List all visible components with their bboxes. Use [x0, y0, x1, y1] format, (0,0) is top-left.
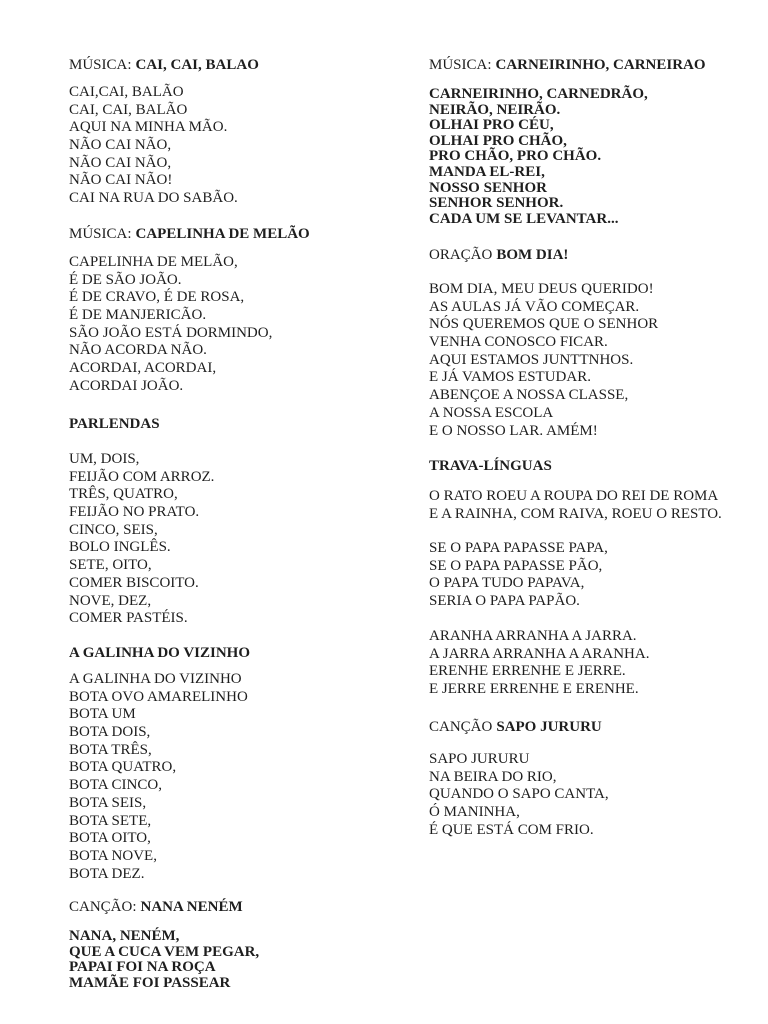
section-heading-parlendas	[69, 415, 160, 433]
lyric-line: UM, DOIS,	[69, 451, 140, 467]
lyric-line: AS AULAS JÁ VÃO COMEÇAR.	[429, 298, 640, 315]
lyric-line: ACORDAI, ACORDAI,	[69, 360, 217, 377]
section-heading-bom-dia	[429, 246, 568, 264]
lyric-line: QUE A CUCA VEM PEGAR,	[69, 943, 260, 960]
lyric-line: CARNEIRINHO, CARNEDRÃO,	[429, 86, 648, 102]
lyric-line: MANDA EL-REI,	[429, 163, 545, 180]
lyric-line: MAMÃE FOI PASSEAR	[69, 974, 231, 991]
lyric-line: NANA, NENÉM,	[69, 928, 180, 944]
lyric-line: NÓS QUEREMOS QUE O SENHOR	[429, 316, 659, 333]
section-heading-galinha	[69, 644, 250, 662]
lyric-line: FEIJÃO COM ARROZ.	[69, 468, 215, 485]
lyrics-capelinha	[69, 254, 272, 396]
lyric-line: CADA UM SE LEVANTAR...	[429, 210, 619, 227]
lyric-line: NÃO CAI NÃO!	[69, 172, 173, 189]
lyrics-cai-cai-balao	[69, 84, 238, 208]
lyric-line: CAI, CAI, BALÃO	[69, 101, 188, 118]
lyric-line: CAPELINHA DE MELÃO,	[69, 254, 238, 270]
lyric-line: SETE, OITO,	[69, 557, 152, 574]
stanza-papa	[429, 540, 608, 611]
lyric-line: OLHAI PRO CÉU,	[429, 117, 554, 134]
lyric-line: NÃO CAI NÃO,	[69, 137, 172, 154]
lyrics-galinha	[69, 671, 248, 883]
lyric-line: A GALINHA DO VIZINHO	[69, 671, 242, 687]
lyric-line: E A RAINHA, COM RAIVA, ROEU O RESTO.	[429, 505, 722, 522]
lyric-line: E O NOSSO LAR. AMÉM!	[429, 422, 598, 439]
lyric-line: SERIA O PAPA PAPÃO.	[429, 593, 580, 610]
lyric-line: ABENÇOE A NOSSA CLASSE,	[429, 387, 629, 404]
section-heading-sapo-jururu	[429, 718, 602, 736]
lyric-line: O PAPA TUDO PAPAVA,	[429, 575, 585, 592]
lyric-line: ERENHE ERRENHE E JERRE.	[429, 663, 626, 680]
lyric-line: E JERRE ERRENHE E ERENHE.	[429, 681, 639, 698]
heading-title: BOM DIA!	[496, 247, 569, 263]
lyrics-sapo-jururu	[429, 751, 609, 839]
lyric-line: FEIJÃO NO PRATO.	[69, 504, 200, 521]
lyric-line: AQUI NA MINHA MÃO.	[69, 119, 228, 136]
lyric-line: NOSSO SENHOR	[429, 179, 547, 196]
heading-title: NANA NENÉM	[140, 899, 243, 915]
lyric-line: BOM DIA, MEU DEUS QUERIDO!	[429, 281, 654, 297]
lyric-line: OLHAI PRO CHÃO,	[429, 132, 567, 149]
heading-title: CAI, CAI, BALAO	[135, 57, 259, 73]
lyric-line: BOTA TRÊS,	[69, 741, 152, 758]
section-heading-nana-nenem	[69, 898, 243, 916]
lyric-line: ARANHA ARRANHA A JARRA.	[429, 628, 637, 644]
heading-title: PARLENDAS	[69, 416, 160, 432]
lyric-line: É QUE ESTÁ COM FRIO.	[429, 821, 594, 838]
lyric-line: ACORDAI JOÃO.	[69, 377, 184, 394]
heading-prefix: ORAÇÃO	[429, 247, 493, 263]
lyric-line: NEIRÃO, NEIRÃO.	[429, 101, 561, 118]
heading-title: TRAVA-LÍNGUAS	[429, 458, 552, 474]
heading-prefix: CANÇÃO	[429, 719, 493, 735]
heading-title: CARNEIRINHO, CARNEIRAO	[495, 57, 706, 73]
lyric-line: BOTA SETE,	[69, 812, 152, 829]
heading-prefix: MÚSICA:	[69, 57, 132, 73]
heading-title: CAPELINHA DE MELÃO	[135, 226, 310, 242]
lyric-line: CAI,CAI, BALÃO	[69, 84, 184, 100]
lyric-line: O RATO ROEU A ROUPA DO REI DE ROMA	[429, 488, 719, 504]
lyric-line: TRÊS, QUATRO,	[69, 486, 178, 503]
lyric-line: NA BEIRA DO RIO,	[429, 768, 557, 785]
lyric-line: BOTA OITO,	[69, 830, 151, 847]
lyric-line: BOTA QUATRO,	[69, 759, 177, 776]
lyric-line: SE O PAPA PAPASSE PAPA,	[429, 540, 608, 556]
lyric-line: BOTA NOVE,	[69, 847, 157, 864]
lyric-line: É DE CRAVO, É DE ROSA,	[69, 289, 245, 306]
section-heading-cai-cai-balao	[69, 56, 259, 74]
lyric-line: VENHA CONOSCO FICAR.	[429, 334, 608, 351]
lyrics-carneirinho	[429, 87, 648, 227]
heading-prefix: CANÇÃO:	[69, 899, 137, 915]
lyric-line: A JARRA ARRANHA A ARANHA.	[429, 645, 650, 662]
lyric-line: Ó MANINHA,	[429, 804, 520, 821]
lyric-line: É DE MANJERICÃO.	[69, 307, 207, 324]
lyric-line: BOLO INGLÊS.	[69, 539, 171, 556]
lyrics-nana-nenem	[69, 929, 259, 991]
heading-title: A GALINHA DO VIZINHO	[69, 645, 251, 661]
lyric-line: A NOSSA ESCOLA	[429, 404, 554, 421]
section-heading-trava-linguas	[429, 457, 552, 475]
heading-title: SAPO JURURU	[496, 719, 602, 735]
lyric-line: COMER BISCOITO.	[69, 574, 199, 591]
section-heading-capelinha	[69, 225, 310, 243]
lyric-line: BOTA OVO AMARELINHO	[69, 688, 248, 705]
lyric-line: BOTA DOIS,	[69, 724, 151, 741]
lyric-line: SÃO JOÃO ESTÁ DORMINDO,	[69, 324, 273, 341]
lyric-line: PAPAI FOI NA ROÇA	[69, 959, 216, 976]
lyric-line: NOVE, DEZ,	[69, 592, 152, 609]
lyric-line: AQUI ESTAMOS JUNTTNHOS.	[429, 351, 634, 368]
lyric-line: CAI NA RUA DO SABÃO.	[69, 190, 238, 207]
lyric-line: BOTA SEIS,	[69, 794, 147, 811]
lyric-line: É DE SÃO JOÃO.	[69, 271, 182, 288]
lyric-line: BOTA CINCO,	[69, 777, 162, 794]
lyric-line: SENHOR SENHOR.	[429, 195, 564, 212]
lyric-line: NÃO ACORDA NÃO.	[69, 342, 207, 359]
lyric-line: SE O PAPA PAPASSE PÃO,	[429, 557, 603, 574]
lyric-line: BOTA DEZ.	[69, 865, 145, 882]
lyric-line: QUANDO O SAPO CANTA,	[429, 786, 609, 803]
section-heading-carneirinho	[429, 56, 706, 74]
lyric-line: PRO CHÃO, PRO CHÃO.	[429, 148, 602, 165]
lyric-line: E JÁ VAMOS ESTUDAR.	[429, 369, 591, 386]
lyrics-parlendas	[69, 451, 214, 628]
lyric-line: COMER PASTÉIS.	[69, 610, 188, 627]
lyric-line: SAPO JURURU	[429, 751, 530, 767]
lyric-line: CINCO, SEIS,	[69, 521, 158, 538]
stanza-rato-roeu	[429, 488, 722, 523]
lyric-line: BOTA UM	[69, 706, 136, 723]
heading-prefix: MÚSICA:	[69, 226, 132, 242]
heading-prefix: MÚSICA:	[429, 57, 492, 73]
lyrics-bom-dia	[429, 281, 658, 440]
lyric-line: NÃO CAI NÃO,	[69, 154, 172, 171]
stanza-aranha	[429, 628, 649, 699]
